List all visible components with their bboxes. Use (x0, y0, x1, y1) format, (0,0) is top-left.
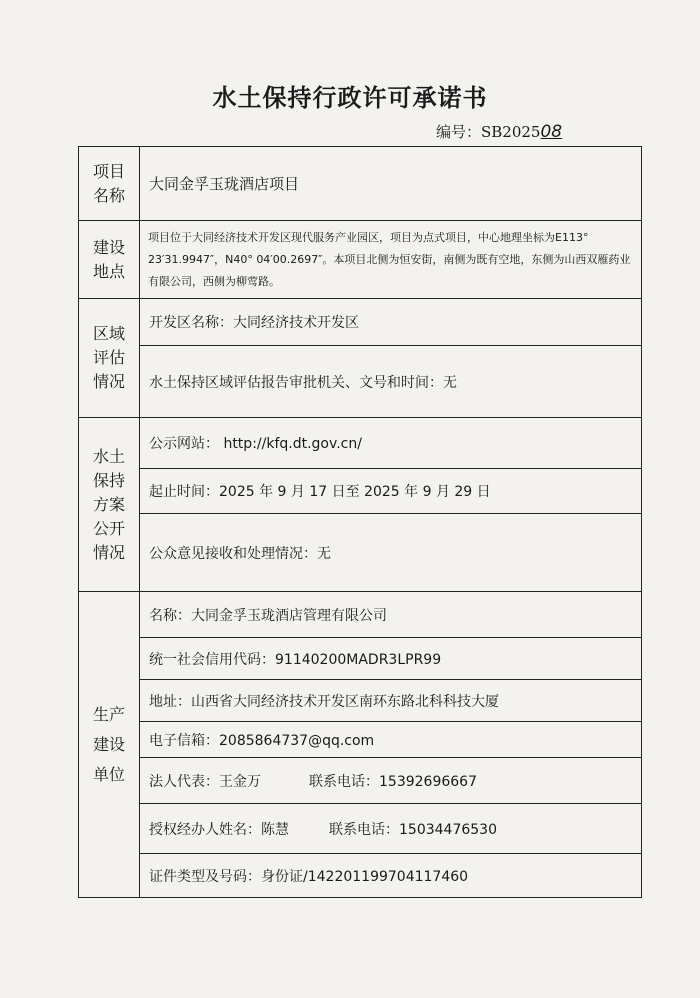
row-disclosure-website (79, 418, 642, 469)
row-producer-credit (79, 638, 642, 680)
row-disclosure-feedback (79, 514, 642, 592)
label-location: 建设 地点 (79, 221, 140, 299)
disclosure-website-value: 公示网站： http://kfq.dt.gov.cn/ (140, 418, 642, 469)
row-project-name (79, 147, 642, 221)
document-number (436, 121, 562, 142)
producer-address-value: 地址：山西省大同经济技术开发区南环东路北科科技大厦 (140, 680, 642, 722)
producer-legal-phone-value: 联系电话：15392696667 (309, 773, 477, 790)
label-regional-assessment: 区域 评估 情况 (79, 299, 140, 418)
regional-zone-value: 开发区名称：大同经济技术开发区 (140, 299, 642, 346)
disclosure-period-value: 起止时间：2025 年 9 月 17 日至 2025 年 9 月 29 日 (140, 469, 642, 514)
row-location (79, 221, 642, 299)
row-producer-email (79, 722, 642, 758)
row-producer-legal (79, 758, 642, 804)
label-disclosure: 水土 保持 方案 公开 情况 (79, 418, 140, 592)
document-number-label: 编号：SB2025 (436, 123, 541, 141)
row-producer-name (79, 592, 642, 638)
producer-agent-value: 授权经办人姓名：陈慧 (149, 821, 289, 838)
producer-email-value: 电子信箱：2085864737@qq.com (140, 722, 642, 758)
producer-credit-code-value: 统一社会信用代码：91140200MADR3LPR99 (140, 638, 642, 680)
page-title: 水土保持行政许可承诺书 (212, 83, 488, 112)
producer-id-value: 证件类型及号码：身份证/142201199704117460 (140, 854, 642, 898)
producer-agent-phone-value: 联系电话：15034476530 (329, 821, 497, 838)
producer-name-value: 名称：大同金孚玉珑酒店管理有限公司 (140, 592, 642, 638)
row-producer-address (79, 680, 642, 722)
producer-legal-rep-value: 法人代表：王金万 (149, 773, 261, 790)
row-regional-zone (79, 299, 642, 346)
project-name-value: 大同金孚玉珑酒店项目 (140, 147, 642, 221)
disclosure-feedback-value: 公众意见接收和处理情况：无 (140, 514, 642, 592)
row-producer-agent (79, 804, 642, 854)
commitment-form-table (78, 146, 642, 898)
row-producer-id (79, 854, 642, 898)
location-value: 项目位于大同经济技术开发区现代服务产业园区，项目为点式项目，中心地理坐标为E113° 23′31.9947″，N40° 04′00.2697″。本项目北侧为恒安街，南侧为既有空地，东侧为山西双雁药业有限公司，西侧为柳莺路。 (140, 221, 642, 299)
label-project-name: 项目 名称 (79, 147, 140, 221)
label-producer: 生产 建设 单位 (79, 592, 140, 898)
row-disclosure-period (79, 469, 642, 514)
row-regional-report (79, 346, 642, 418)
regional-report-value: 水土保持区域评估报告审批机关、文号和时间：无 (140, 346, 642, 418)
document-number-handwritten: 08 (540, 122, 563, 142)
